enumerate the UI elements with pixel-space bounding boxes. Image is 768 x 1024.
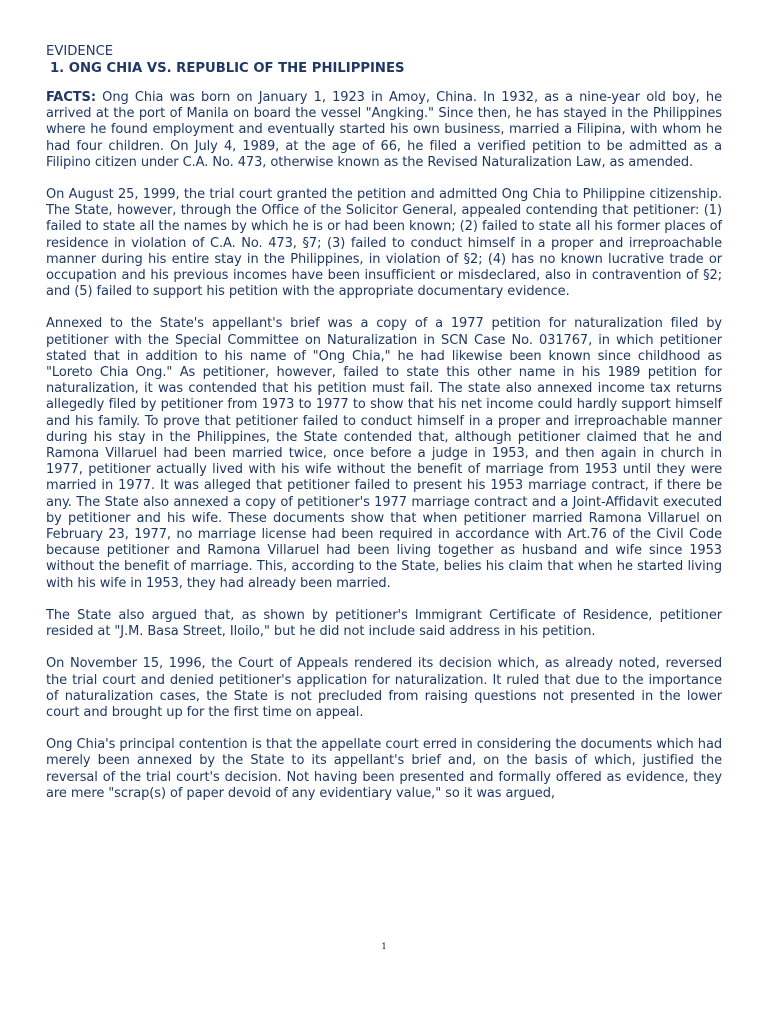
document-body (46, 43, 722, 818)
document-heading: EVIDENCE (46, 44, 114, 59)
facts-label: FACTS: (46, 90, 96, 105)
body-paragraph-residence: The State also argued that, as shown by petitioner's Immigrant Certificate of Residence, petitioner resided at "J.M. Basa Street, Iloilo," but he did not include said address in his petition. (46, 607, 722, 640)
facts-text: Ong Chia was born on January 1, 1923 in Amoy, China. In 1932, as a nine-year old boy, he arrived at the port of Manila on board the vessel "Angking." Since then, he has stayed in the Philippines where he found employment and eventually started his own business, married a Filipina, with whom he had four children. On July 4, 1989, at the age of 66, he filed a verified petition to be admitted as a Filipino citizen under C.A. No. 473, otherwise known as the Revised Naturalization Law, as amended. (46, 90, 722, 170)
body-paragraph-annexed-documents: Annexed to the State's appellant's brief was a copy of a 1977 petition for naturalization filed by petitioner with the Special Committee on Naturalization in SCN Case No. 031767, in which petitioner stated that in addition to his name of "Ong Chia," he had likewise been known since childhood as "Loreto Chia Ong." As petitioner, however, failed to state this other name in his 1989 petition for naturalization, it was contended that his petition must fail. The state also annexed income tax returns allegedly filed by petitioner from 1973 to 1977 to show that his net income could hardly support himself and his family. To prove that petitioner failed to conduct himself in a proper and irreproachable manner during his stay in the Philippines, the State contended that, although petitioner claimed that he and Ramona Villaruel had been married twice, once before a judge in 1953, and then again in church in 1977, petitioner actually lived with his wife without the benefit of marriage from 1953 until they were married in 1977. It was alleged that petitioner failed to present his 1953 marriage contract, if there be any. The State also annexed a copy of petitioner's 1977 marriage contract and a Joint-Affidavit executed by petitioner and his wife. These documents show that when petitioner married Ramona Villaruel on February 23, 1977, no marriage license had been required in accordance with Art.76 of the Civil Code because petitioner and Ramona Villaruel had been living together as husband and wife since 1953 without the benefit of marriage. This, according to the State, belies his claim that when he started living with his wife in 1953, they had already been married. (46, 316, 722, 591)
case-title: 1. ONG CHIA VS. REPUBLIC OF THE PHILIPPINES (50, 61, 405, 76)
body-paragraph-principal-contention: Ong Chia's principal contention is that the appellate court erred in considering the documents which had merely been annexed by the State to its appellant's brief and, on the basis of which, justified the reversal of the trial court's decision. Not having been presented and formally offered as evidence, they are mere "scrap(s) of paper devoid of any evidentiary value," so it was argued, (46, 737, 722, 801)
body-paragraph-trial-court: On August 25, 1999, the trial court granted the petition and admitted Ong Chia to Philippine citizenship. The State, however, through the Office of the Solicitor General, appealed contending that petitioner: (1) failed to state all the names by which he is or had been known; (2) failed to state all his former places of residence in violation of C.A. No. 473, §7; (3) failed to conduct himself in a proper and irreproachable manner during his entire stay in the Philippines, in violation of §2; (4) has no known lucrative trade or occupation and his previous incomes have been insufficient or misdeclared, also in contravention of §2; and (5) failed to support his petition with the appropriate documentary evidence. (46, 187, 722, 300)
facts-paragraph (46, 90, 722, 171)
page-number: 1 (381, 942, 387, 951)
body-paragraph-court-of-appeals: On November 15, 1996, the Court of Appeals rendered its decision which, as already noted, reversed the trial court and denied petitioner's application for naturalization. It ruled that due to the importance of naturalization cases, the State is not precluded from raising questions not presented in the lower court and brought up for the first time on appeal. (46, 656, 722, 720)
heading-spacer (46, 77, 722, 90)
